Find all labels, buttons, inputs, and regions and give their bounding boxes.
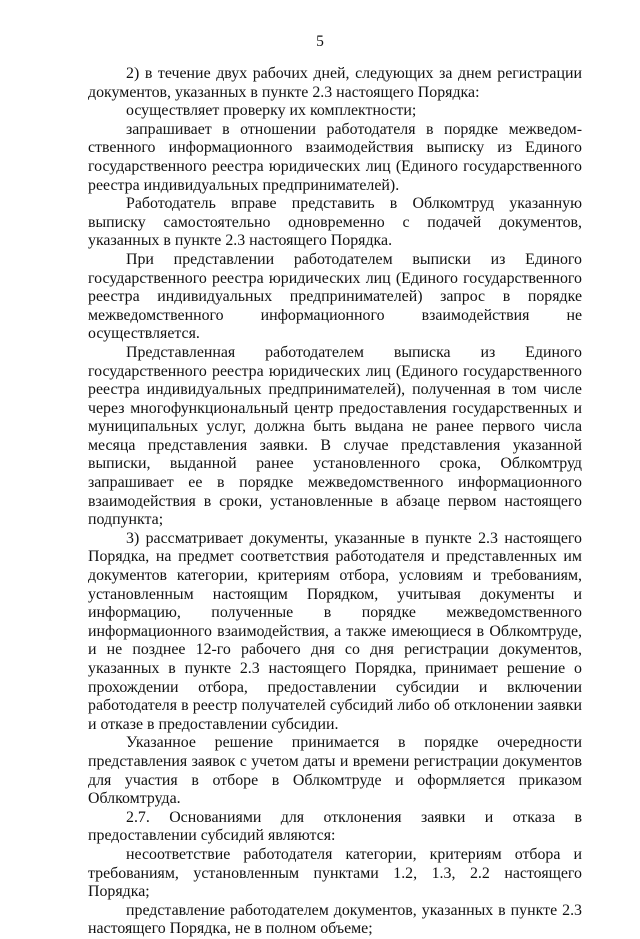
paragraph-section-2-7: 2.7. Основаниями для отклонения заявки и отказа в предоставлении субсидий являются: bbox=[88, 808, 582, 845]
page-number: 5 bbox=[316, 33, 324, 50]
paragraph-request-extract: запрашивает в отношении работодателя в порядке межведомственного информационного взаимодействия выписку из Единого государственного реестра юридических лиц (Единого государственного реестра индивидуальных предпринимателей). bbox=[88, 120, 582, 194]
paragraph-extract-validity: Представленная работодателем выписка из Единого государственного реестра юридических лиц (Единого государственного реестра индивидуальных предпринимателей), полученная в том числе через многофункциональный центр предоставления государственных и муниципальных услуг, должна быть выдана не ранее первого числа месяца представления заявки. В случае представления указанной выписки, выданной ранее установленного срока, Облкомтруд запрашивает ее в порядке межведомственного информационного взаимодействия в сроки, установленные в абзаце первом настоящего подпункта; bbox=[88, 343, 582, 529]
paragraph-check-completeness: осуществляет проверку их комплектности; bbox=[126, 102, 417, 120]
document-body bbox=[88, 65, 582, 939]
paragraph-nonconformity: несоответствие работодателя категории, критериям отбора и требованиям, установленным пунктами 1.2, 1.3, 2.2 настоящего Порядка; bbox=[88, 845, 582, 901]
paragraph-incomplete-documents: представление работодателем документов, указанных в пункте 2.3 настоящего Порядка, не в полном объеме; bbox=[88, 901, 582, 938]
paragraph-subitem-3: 3) рассматривает документы, указанные в пункте 2.3 настоящего Порядка, на предмет соответствия работодателя и представленных им документов категории, критериям отбора, условиям и требованиям, установленным настоящим Порядком, учитывая документы и информацию, полученные в порядке межведомственного информационного взаимодействия, а также имеющиеся в Облкомтруде, и не позднее 12-го рабочего дня со дня регистрации документов, указанных в пункте 2.3 настоящего Порядка, принимает решение о прохождении отбора, предоставлении субсидии и включении работодателя в реестр получателей субсидий либо об отклонении заявки и отказе в предоставлении субсидии. bbox=[88, 529, 582, 733]
paragraph-no-request: При представлении работодателем выписки из Единого государственного реестра юридических лиц (Единого государственного реестра индивидуальных предпринимателей) запрос в порядке межведомственного информационного взаимодействия не осуществляется. bbox=[88, 250, 582, 343]
paragraph-employer-right: Работодатель вправе представить в Облкомтруд указанную выписку самостоятельно одновременно с подачей документов, указанных в пункте 2.3 настоящего Порядка. bbox=[88, 195, 582, 250]
paragraph-subitem-2: 2) в течение двух рабочих дней, следующих за днем регистрации документов, указанных в пункте 2.3 настоящего Порядка: bbox=[88, 65, 582, 101]
paragraph-decision-order: Указанное решение принимается в порядке очередности представления заявок с учетом даты и времени регистрации документов для участия в отборе в Облкомтруде и оформляется приказом Облкомтруда. bbox=[88, 734, 582, 808]
